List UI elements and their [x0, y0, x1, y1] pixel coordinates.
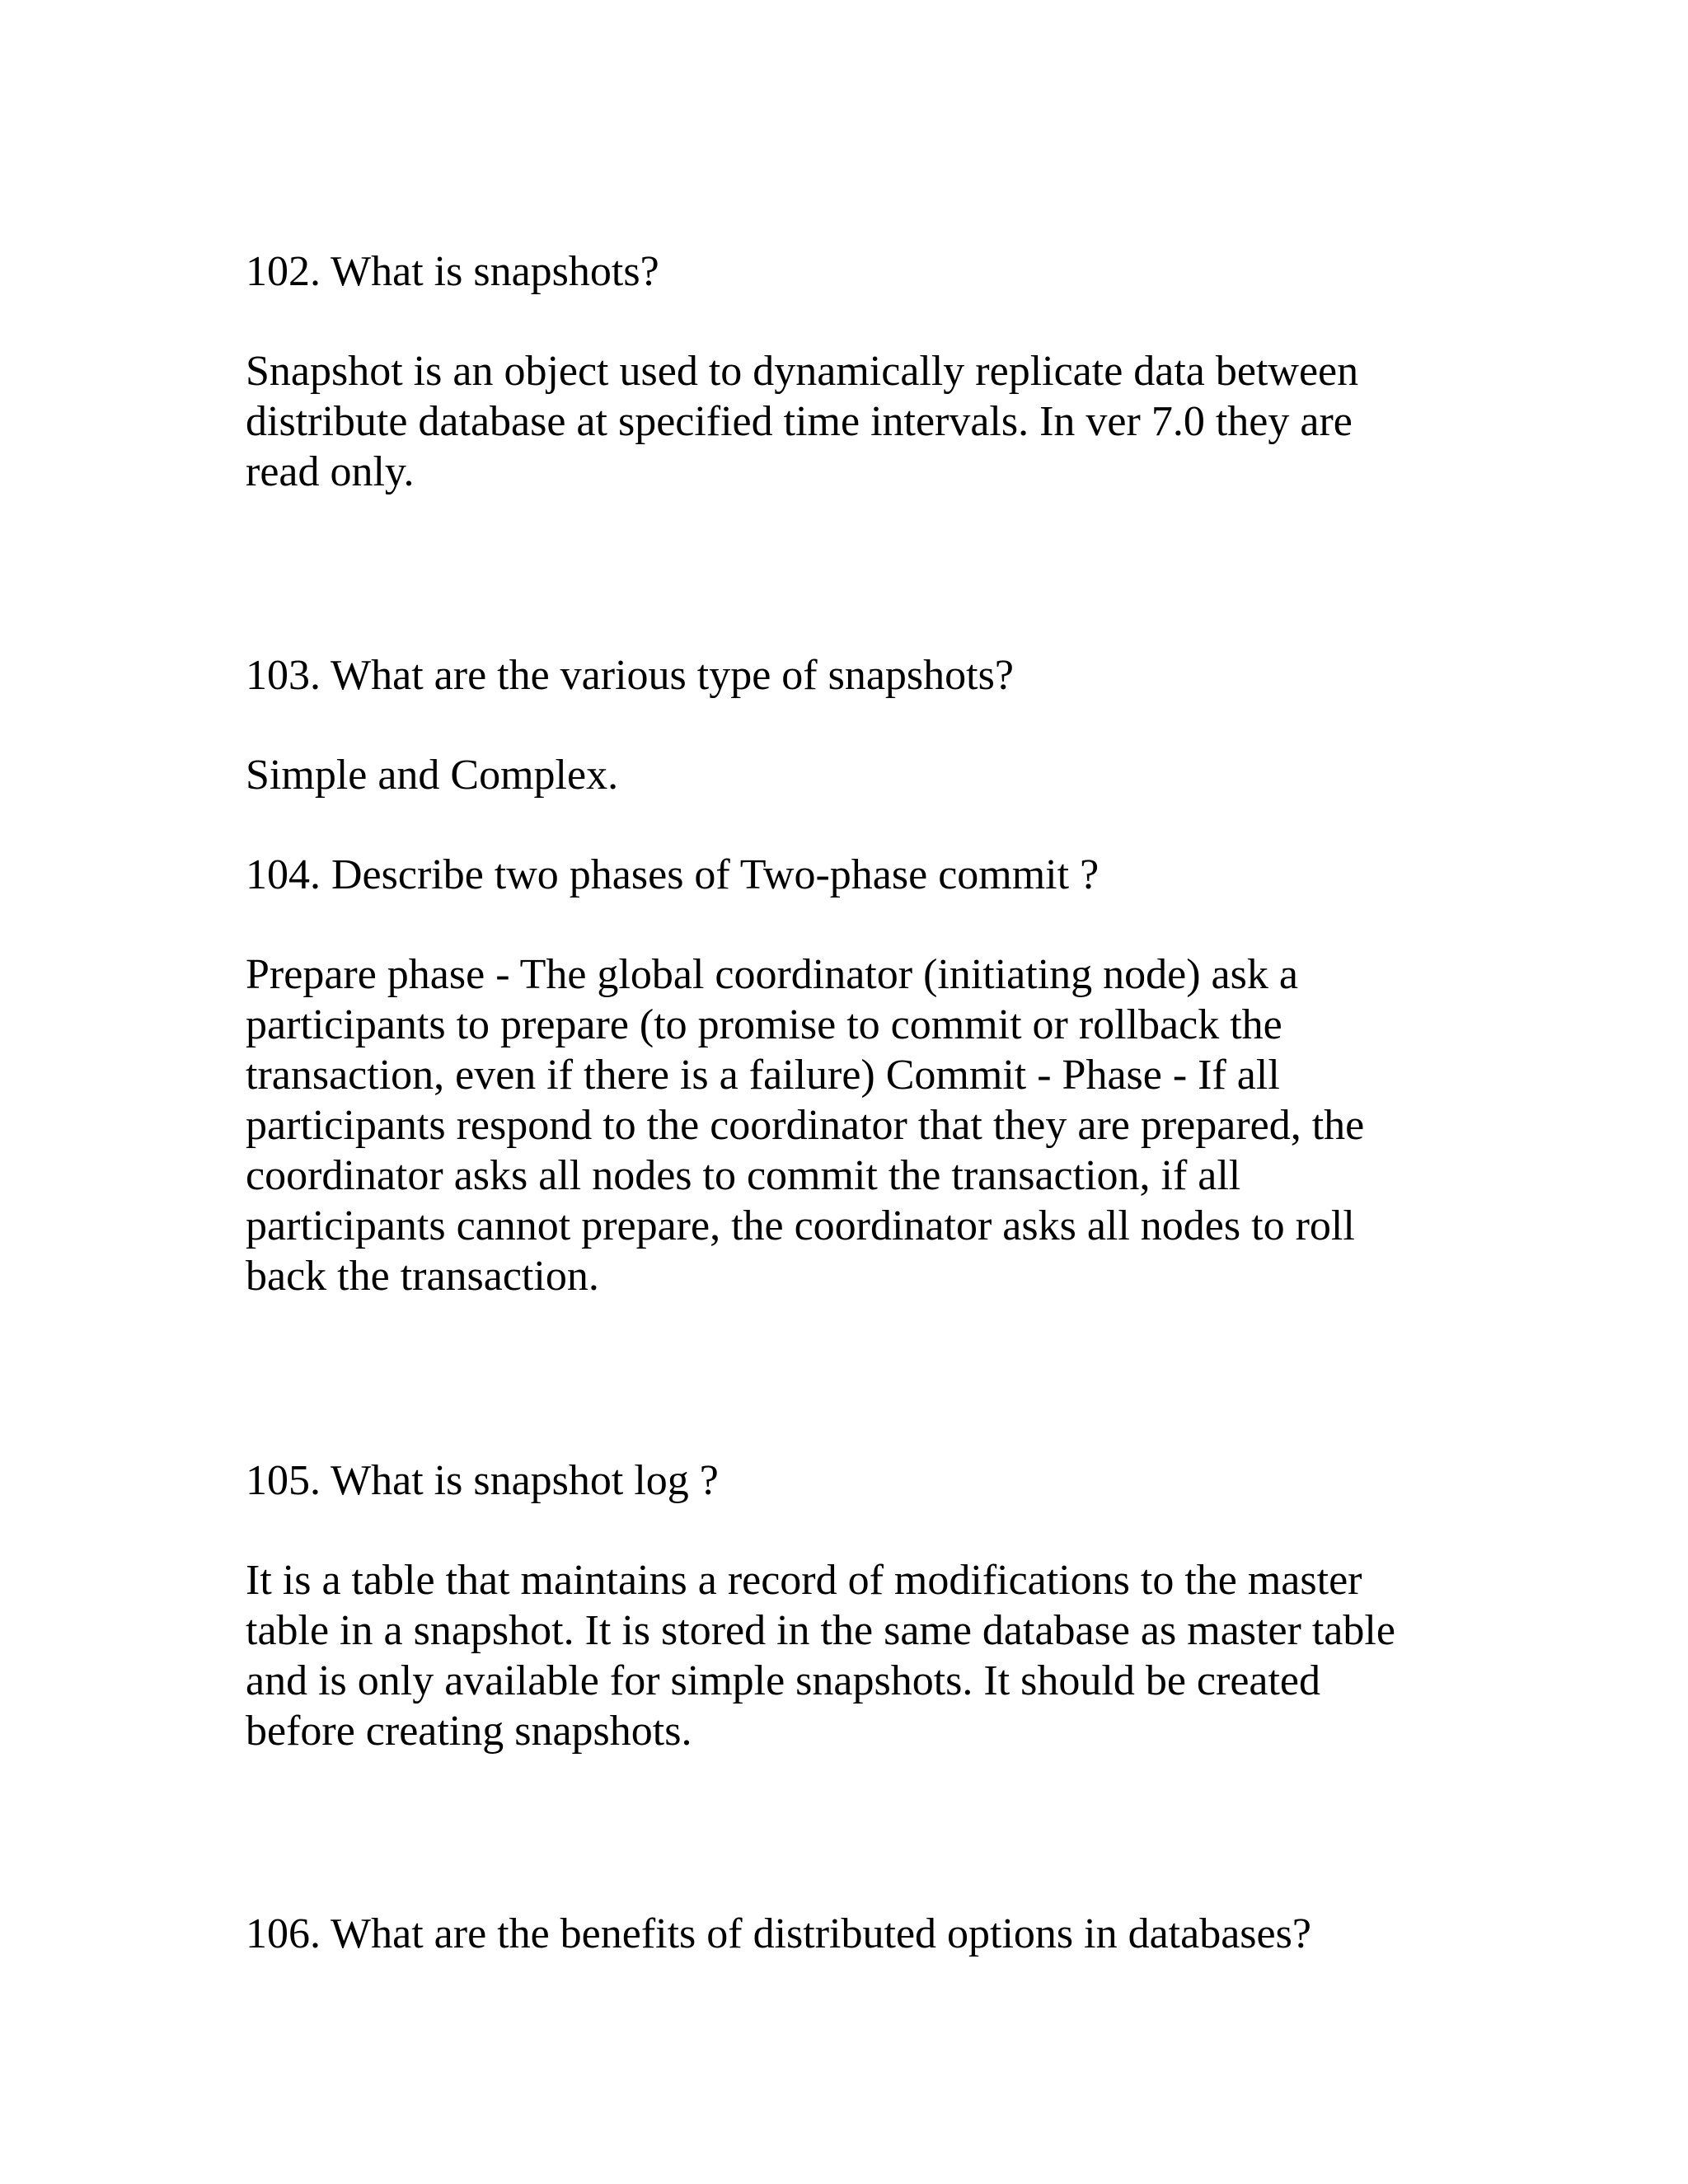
question-103: 103. What are the various type of snapshots? — [246, 652, 1014, 699]
answer-103 — [246, 750, 1457, 800]
answer-105-line-3: and is only available for simple snapshots. It should be created — [246, 1657, 1321, 1704]
answer-104-line-7: back the transaction. — [246, 1253, 599, 1300]
answer-103-line-1: Simple and Complex. — [246, 752, 619, 799]
question-102: 102. What is snapshots? — [246, 248, 659, 295]
answer-102 — [246, 346, 1457, 497]
answer-102-line-1: Snapshot is an object used to dynamically replicate data between — [246, 348, 1359, 395]
answer-104 — [246, 949, 1457, 1301]
answer-105-line-4: before creating snapshots. — [246, 1708, 692, 1755]
answer-105 — [246, 1555, 1457, 1756]
answer-105-line-1: It is a table that maintains a record of modifications to the master — [246, 1557, 1362, 1604]
question-105: 105. What is snapshot log ? — [246, 1457, 719, 1504]
answer-104-line-4: participants respond to the coordinator that they are prepared, the — [246, 1102, 1365, 1149]
question-106: 106. What are the benefits of distributed options in databases? — [246, 1910, 1311, 1957]
answer-104-line-1: Prepare phase - The global coordinator (initiating node) ask a — [246, 951, 1298, 998]
answer-105-line-2: table in a snapshot. It is stored in the same database as master table — [246, 1607, 1395, 1654]
answer-104-line-2: participants to prepare (to promise to commit or rollback the — [246, 1001, 1282, 1048]
answer-102-line-3: read only. — [246, 448, 415, 495]
answer-104-line-6: participants cannot prepare, the coordinator asks all nodes to roll — [246, 1202, 1355, 1249]
answer-104-line-5: coordinator asks all nodes to commit the transaction, if all — [246, 1152, 1241, 1199]
answer-102-line-2: distribute database at specified time intervals. In ver 7.0 they are — [246, 398, 1353, 445]
question-104: 104. Describe two phases of Two-phase commit ? — [246, 851, 1100, 898]
answer-104-line-3: transaction, even if there is a failure) Commit - Phase - If all — [246, 1052, 1280, 1099]
